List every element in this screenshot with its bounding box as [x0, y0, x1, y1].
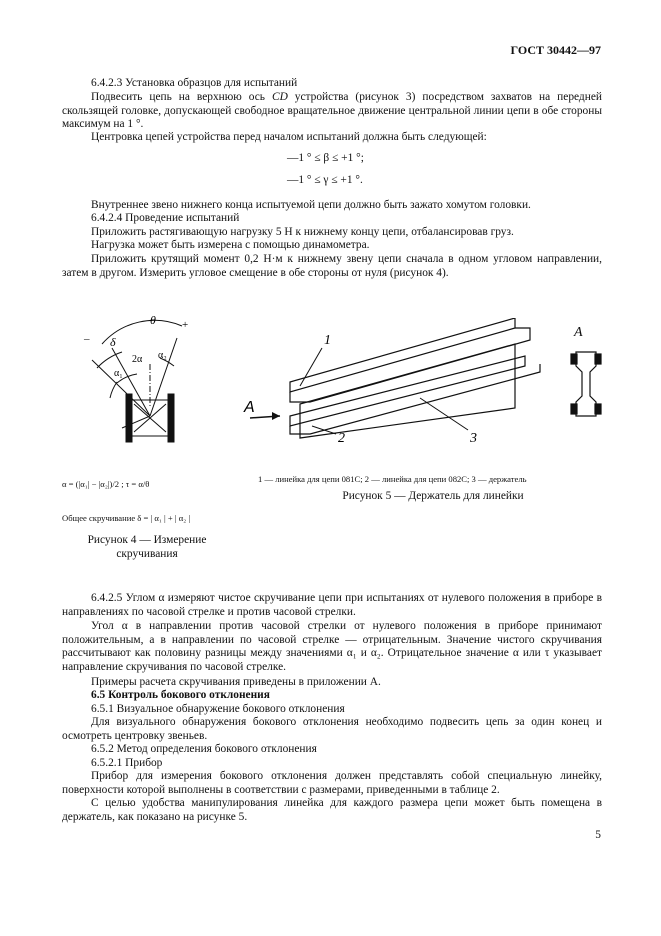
left-plate — [126, 394, 132, 442]
total-twist-formula: Общее скручивание δ = | α₁ | + | α₂ | — [62, 513, 191, 523]
callout-1: 1 — [324, 333, 331, 348]
figure-5-legend: 1 — линейка для цепи 081С; 2 — линейка для цепи 082С; 3 — держатель — [258, 474, 527, 484]
figure-5-caption: Рисунок 5 — Держатель для линейки — [342, 490, 524, 502]
delta-label: δ — [110, 335, 116, 349]
formula-beta: —1 ° ≤ β ≤ +1 °; — [287, 152, 364, 164]
section-title-6423: 6.4.2.3 Установка образцов для испытаний — [91, 77, 298, 89]
paragraph-6425-2: Угол α в направлении против часовой стрелки от нулевого положения в приборе принимают положительным, а в направлении по часовой стрелке — отрицательным. Значение чистого скручивания рассчитывают как половину разницы между значениями α₁ и α₂. Отрицательное значение α или τ указывает направление скручивания по часовой стрелке. — [62, 620, 602, 673]
callout-2: 2 — [338, 431, 345, 446]
paragraph-6521-b: С целью удобства манипулирования линейка для каждого размера цепи может быть помещена в держатель, как показано на рисунке 5. — [62, 797, 602, 823]
twist-measurement-drawing — [62, 308, 232, 468]
alpha1-label: α₁ — [114, 368, 123, 379]
section-title-65: 6.5 Контроль бокового отклонения — [91, 689, 270, 701]
two-alpha-label: 2α — [132, 354, 143, 365]
callout-line-1 — [300, 348, 322, 386]
ruler-081c — [290, 318, 515, 392]
section-title-652: 6.5.2 Метод определения бокового отклонения — [91, 743, 317, 755]
figure-4-caption: Рисунок 4 — Измерение скручивания — [87, 534, 207, 560]
section-detail-1 — [571, 354, 577, 364]
paragraph-6425-3: Примеры расчета скручивания приведены в приложении А. — [91, 676, 381, 688]
ruler-082c — [290, 356, 525, 426]
paragraph-6423-3: Внутреннее звено нижнего конца испытуемой цепи должно быть зажато хомутом головки. — [91, 199, 531, 211]
view-A-label: A — [244, 399, 255, 416]
formula-gamma: —1 ° ≤ γ ≤ +1 °. — [287, 174, 363, 186]
arrow-head — [272, 412, 280, 420]
paragraph-6521: Прибор для измерения бокового отклонения должен представлять собой специальную линейку, поверхности которой выполнены в соответствии с размерами, приведенными в таблице 2. — [62, 770, 602, 796]
right-plate — [168, 394, 174, 442]
minus-sign: – — [84, 333, 90, 345]
section-title-651: 6.5.1 Визуальное обнаружение бокового отклонения — [91, 703, 345, 715]
section-title-6424: 6.4.2.4 Проведение испытаний — [91, 212, 240, 224]
paragraph-6424-2: Нагрузка может быть измерена с помощью динамометра. — [91, 239, 370, 251]
paragraph-6423-2: Центровка цепей устройства перед началом испытаний должна быть следующей: — [91, 131, 487, 143]
ruler-082c-side — [290, 364, 540, 434]
paragraph-6425-1: 6.4.2.5 Углом α измеряют чистое скручивание цепи при испытаниях от нулевого положения в приборе в направлениях по часовой стрелке и против часовой стрелки. — [62, 592, 602, 618]
paragraph-6424-1: Приложить растягивающую нагрузку 5 Н к нижнему концу цепи, отбалансировав груз. — [91, 226, 514, 238]
section-A-label: A — [574, 325, 583, 340]
paragraph-6424-3: Приложить крутящий момент 0,2 Н·м к нижнему звену цепи сначала в одном угловом направлении, затем в другом. Измерить угловое смещение в обе стороны от нуля (рисунок 4). — [62, 253, 602, 279]
alpha-formula: α = (|α₁| − |α₂|)/2 ; τ = α/θ — [62, 479, 150, 489]
plus-sign: + — [182, 319, 189, 331]
standard-header: ГОСТ 30442—97 — [510, 43, 601, 57]
section-detail-4 — [595, 404, 601, 414]
section-detail-2 — [595, 354, 601, 364]
callout-3: 3 — [470, 431, 477, 446]
callout-line-3 — [420, 398, 468, 430]
paragraph-6423-1: Подвесить цепь на верхнюю ось CD устройства (рисунок 3) посредством захватов на передней скользящей головке, допускающей свободное вращательное движение центральной линии цепи в обе стороны максимум на 1 °. — [62, 91, 602, 131]
alpha2-label: α₂ — [158, 350, 167, 361]
section-profile — [576, 352, 596, 416]
theta-label: θ — [150, 313, 156, 327]
arc-alpha1 — [110, 382, 117, 398]
paragraph-651: Для визуального обнаружения бокового отклонения необходимо подвесить цепь за один конец и осмотреть центровку звеньев. — [62, 716, 602, 742]
section-detail-3 — [571, 404, 577, 414]
ruler-holder-drawing — [240, 318, 610, 458]
link-cross — [134, 404, 166, 432]
page-number: 5 — [595, 829, 601, 841]
section-title-6521: 6.5.2.1 Прибор — [91, 757, 163, 769]
